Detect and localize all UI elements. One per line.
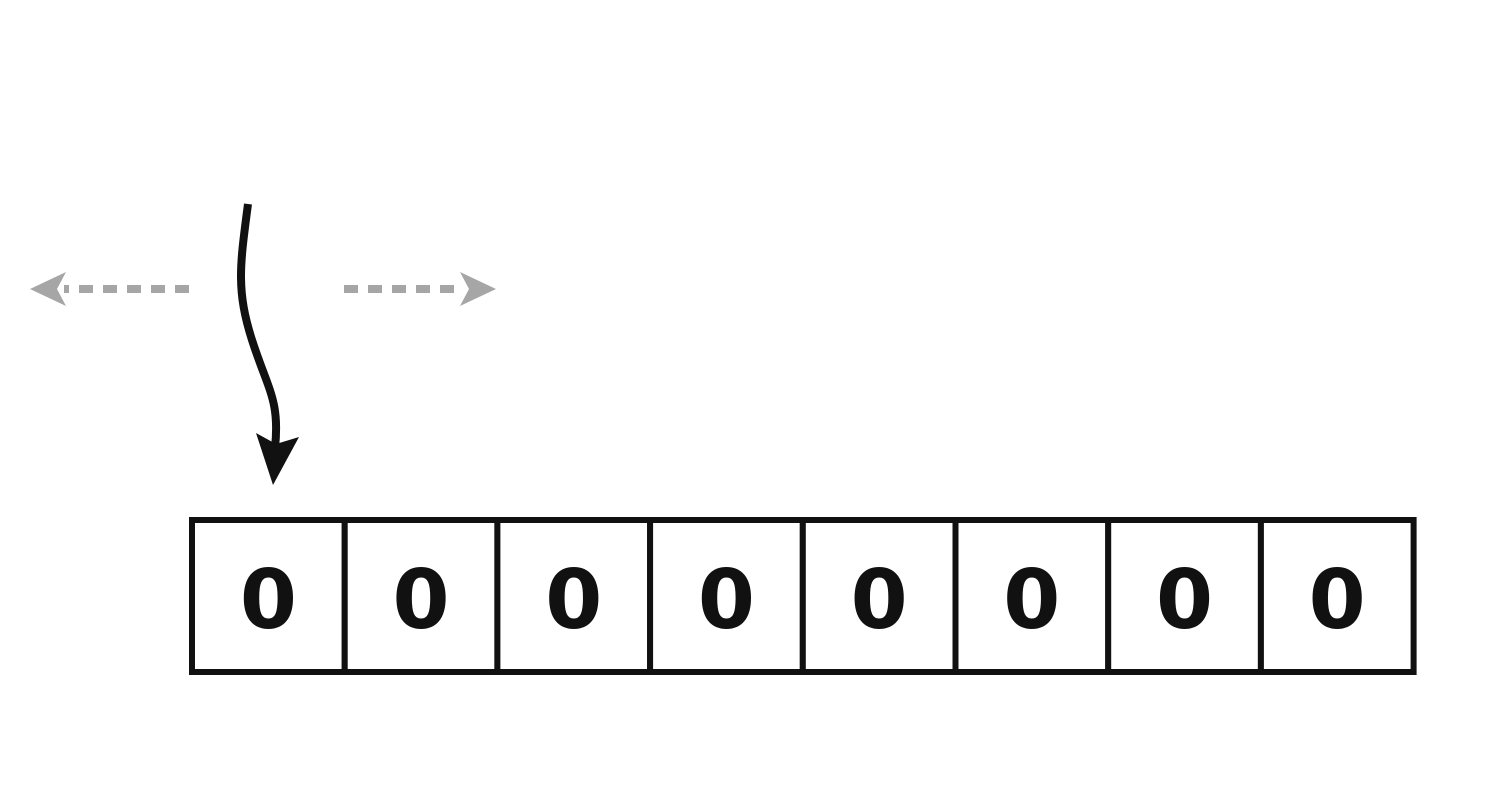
- dashed-right-arrow-icon: [344, 272, 496, 306]
- tape-cell: [1261, 520, 1414, 672]
- tape-cell: [650, 520, 803, 672]
- tape-cell: [803, 520, 956, 672]
- tape-cell-value: 0: [392, 553, 450, 648]
- tape-cell-value: 0: [545, 553, 603, 648]
- curved-down-arrow-icon: [241, 204, 299, 485]
- tape-cell-value: 0: [697, 553, 755, 648]
- tape-cell-value: 0: [1308, 553, 1366, 648]
- tape-cell: [956, 520, 1109, 672]
- tape-cell-value: 0: [239, 553, 297, 648]
- tape-cell-value: 0: [1155, 553, 1214, 648]
- dashed-left-arrow-icon: [30, 272, 189, 306]
- tape-cell-value: 0: [850, 553, 908, 648]
- tape-cell-value: 0: [1003, 553, 1061, 648]
- tape-cell: [345, 520, 498, 672]
- tape-cell: [192, 520, 345, 672]
- tape-cell: [497, 520, 650, 672]
- tape: [192, 520, 1414, 672]
- tape-cell: [1108, 520, 1261, 672]
